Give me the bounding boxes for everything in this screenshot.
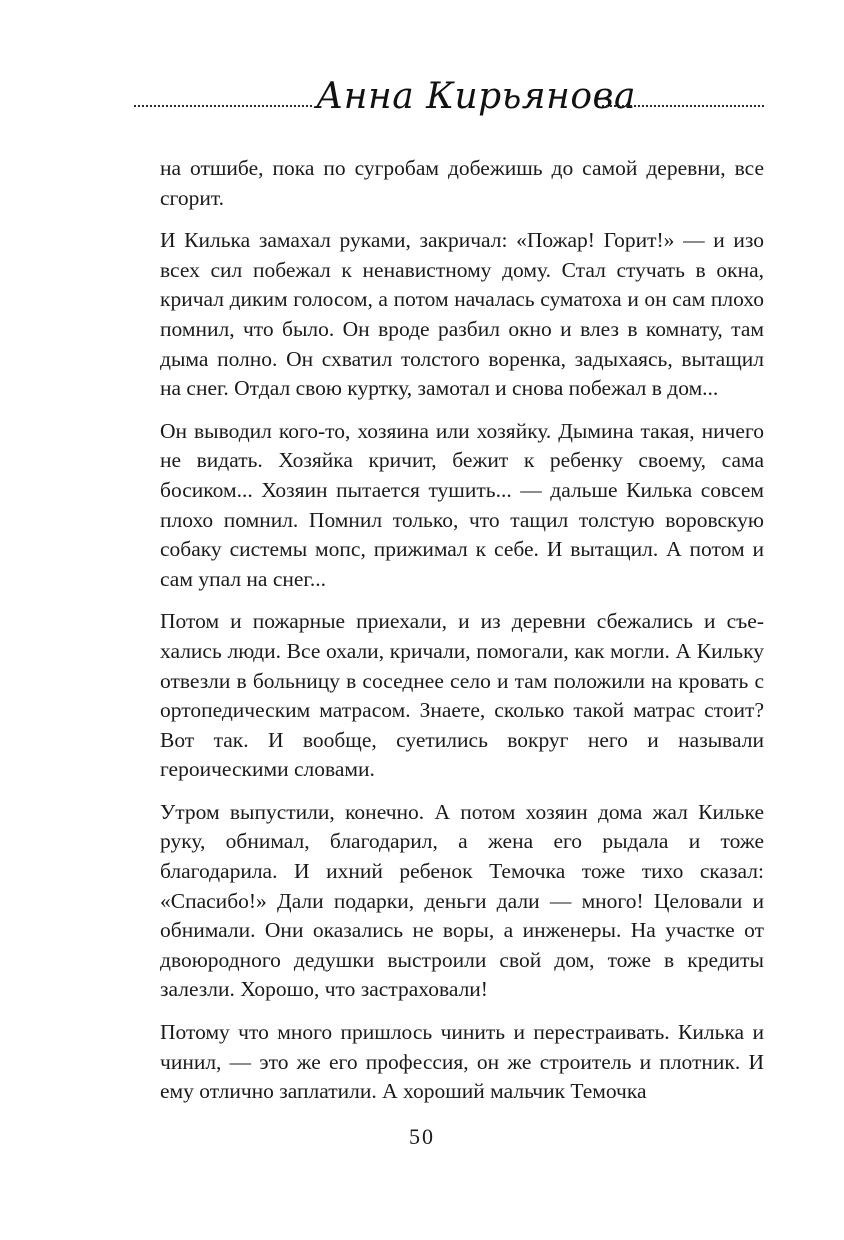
- paragraph: Потом и пожарные приехали, и из деревни сбежались и съехались люди. Все охали, кричали, помогали, как могли. А Кильку отвезли в больницу в соседнее село и там положили на кровать с ортопедическим матрасом. Знаете, сколько такой матрас стоит? Вот так. И вообще, суетились вокруг него и называли героическими словами.: [160, 609, 764, 782]
- header-dotted-rule-right: [602, 105, 764, 107]
- paragraph: Он выводил кого-то, хозяина или хозяйку. Дымина такая, ничего не видать. Хозяйка кричит, бежит к ребенку своему, сама босиком... Хозяин пытается тушить... — дальше Килька совсем плохо помнил. Помнил только, что тащил толстую воровскую собаку системы мопс, прижимал к себе. И вытащил. А потом и сам упал на снег...: [160, 418, 764, 591]
- paragraph: на отшибе, пока по сугробам добежишь до самой деревни, все сгорит.: [160, 156, 764, 210]
- header-dotted-rule-left: [134, 105, 312, 107]
- paragraph: Утром выпустили, конечно. А потом хозяин дома жал Кильке руку, обнимал, благодарил, а жена его рыдала и тоже благодарила. И ихний ребенок Темочка тоже тихо сказал: «Спасибо!» Дали подарки, деньги дали — много! Целовали и обнимали. Они оказались не воры, а инженеры. На участке от двоюродного дедушки выстроили свой дом, тоже в кредиты залезли. Хорошо, что застраховали!: [160, 799, 764, 1002]
- running-header: [0, 72, 844, 136]
- page-number: 50: [409, 1124, 435, 1149]
- body-text: [160, 154, 764, 1120]
- paragraph: И Килька замахал руками, закричал: «Пожар! Горит!» — и изо всех сил побежал к ненавистному дому. Стал стучать в окна, кричал диким голосом, а потом началась суматоха и он сам плохо помнил, что было. Он вроде разбил окно и влез в комнату, там дыма полно. Он схватил толстого воренка, задыхаясь, вытащил на снег. Отдал свою куртку, замотал и снова побежал в дом...: [160, 228, 764, 401]
- header-author-name: Анна Кирьянова: [316, 76, 636, 117]
- paragraph: Потому что много пришлось чинить и перестраивать. Килька и чинил, — это же его профессия, он же строитель и плотник. И ему отлично заплатили. А хороший мальчик Темочка: [160, 1020, 764, 1104]
